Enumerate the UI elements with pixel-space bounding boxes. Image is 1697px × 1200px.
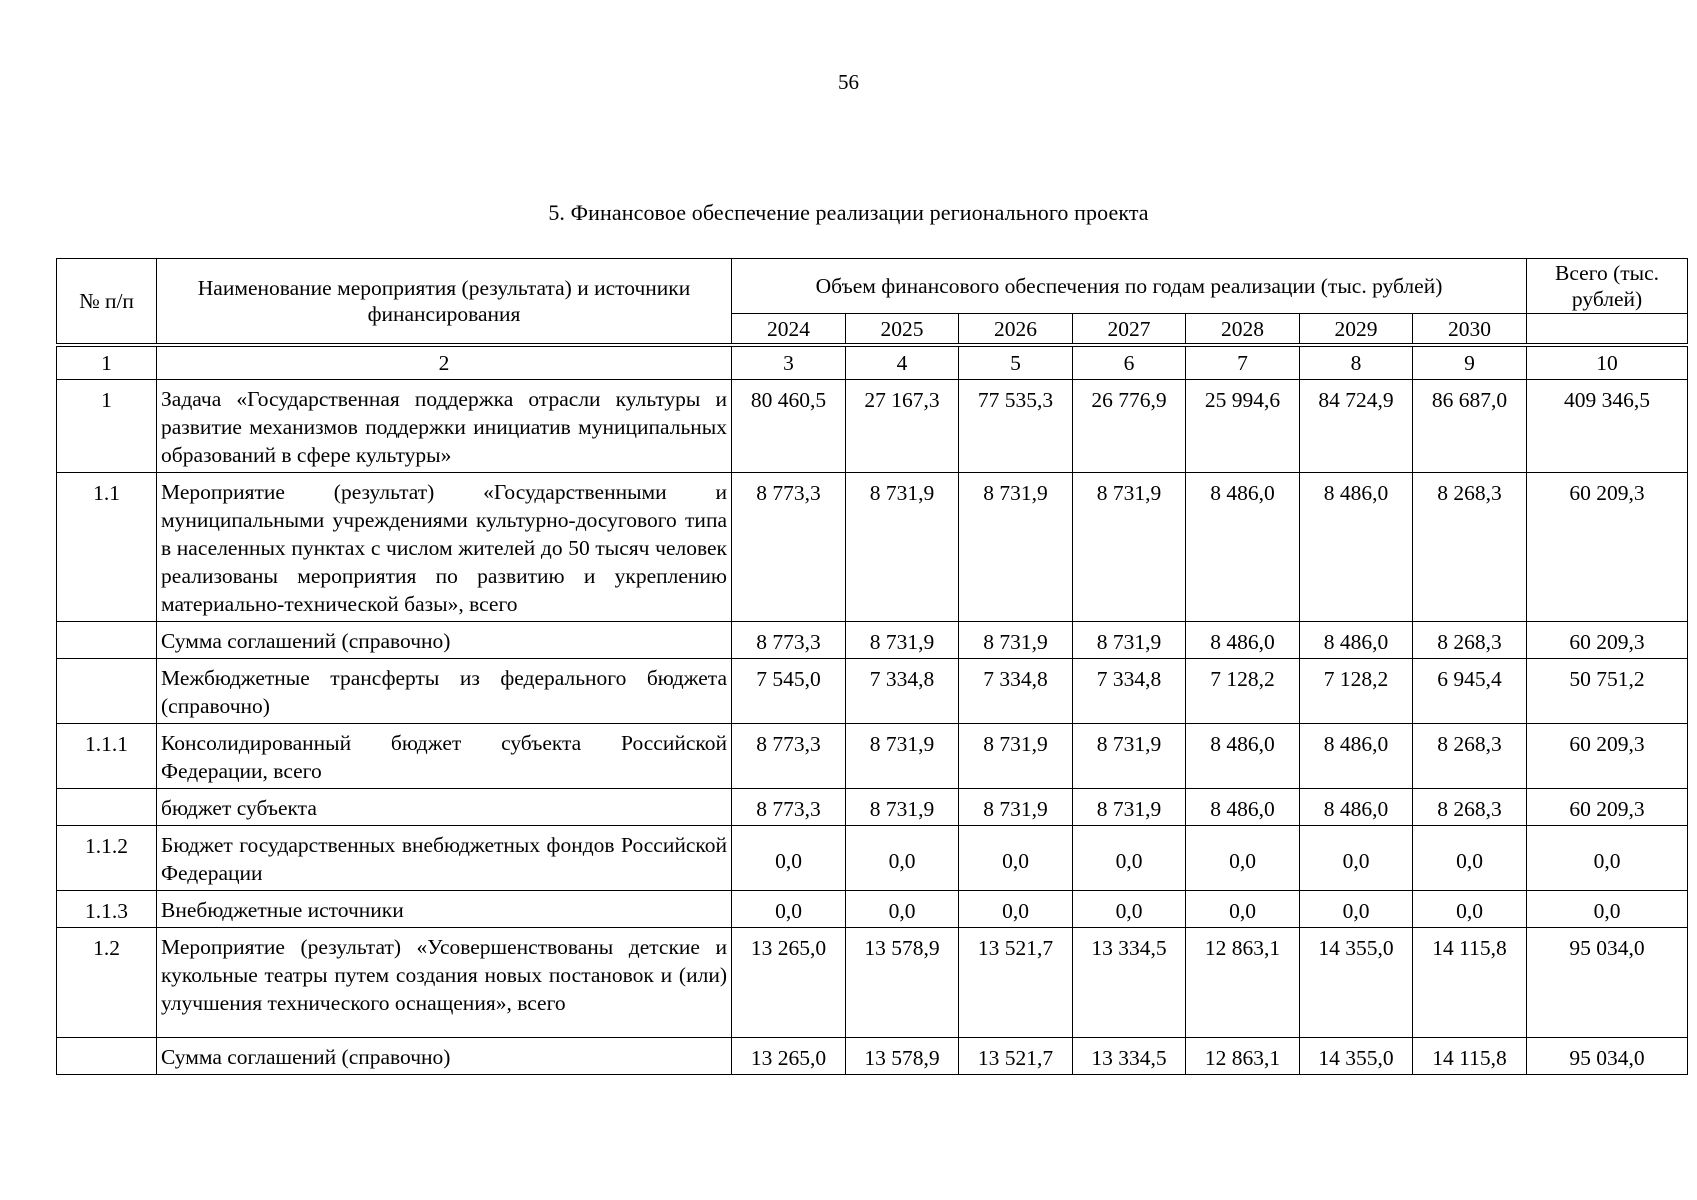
row-year-value: 8 486,0 [1300,622,1413,659]
row-year-value: 26 776,9 [1073,380,1186,473]
table-row [57,1038,1688,1075]
row-year-value: 7 128,2 [1186,659,1300,724]
row-year-value: 0,0 [959,826,1073,891]
section-title: 5. Финансовое обеспечение реализации регионального проекта [548,200,1149,225]
header-year: 2024 [732,314,846,344]
column-number: 10 [1527,347,1688,380]
row-year-value: 8 731,9 [959,622,1073,659]
row-year-value: 13 334,5 [1073,1038,1186,1075]
row-year-value: 14 355,0 [1300,928,1413,1038]
row-year-value: 13 578,9 [846,928,959,1038]
row-year-value: 8 486,0 [1186,473,1300,622]
row-year-value: 0,0 [1186,891,1300,928]
column-number: 6 [1073,347,1186,380]
table-row [57,789,1688,826]
row-number: 1.1.2 [57,826,157,891]
row-year-value: 25 994,6 [1186,380,1300,473]
row-year-value: 0,0 [732,891,846,928]
row-year-value: 0,0 [1413,826,1527,891]
column-number: 9 [1413,347,1527,380]
row-year-value: 8 486,0 [1186,789,1300,826]
row-total-value: 95 034,0 [1527,1038,1688,1075]
row-year-value: 27 167,3 [846,380,959,473]
row-number [57,622,157,659]
row-year-value: 8 731,9 [959,724,1073,789]
table-row [57,826,1688,891]
table-row [57,659,1688,724]
row-number [57,789,157,826]
row-name: Консолидированный бюджет субъекта Российской Федерации, всего [157,724,732,789]
row-total-value: 60 209,3 [1527,622,1688,659]
table-row [57,724,1688,789]
table-row [57,622,1688,659]
row-year-value: 7 334,8 [846,659,959,724]
financing-table [56,346,1688,1075]
row-number: 1.2 [57,928,157,1038]
row-name: Сумма соглашений (справочно) [157,622,732,659]
header-col-volume: Объем финансового обеспечения по годам реализации (тыс. рублей) [732,259,1527,314]
row-year-value: 86 687,0 [1413,380,1527,473]
row-name: Задача «Государственная поддержка отрасли культуры и развитие механизмов поддержки инициатив муниципальных образований в сфере культуры» [157,380,732,473]
row-year-value: 84 724,9 [1300,380,1413,473]
row-name: Межбюджетные трансферты из федерального бюджета (справочно) [157,659,732,724]
row-year-value: 8 268,3 [1413,473,1527,622]
row-number: 1.1.3 [57,891,157,928]
header-col-number: № п/п [57,259,157,344]
row-number [57,659,157,724]
row-year-value: 0,0 [732,826,846,891]
table-row [57,473,1688,622]
table-row [57,891,1688,928]
header-year: 2026 [959,314,1073,344]
row-year-value: 8 773,3 [732,622,846,659]
row-number: 1 [57,380,157,473]
row-year-value: 8 773,3 [732,724,846,789]
column-number: 8 [1300,347,1413,380]
column-number: 2 [157,347,732,380]
header-year: 2028 [1186,314,1300,344]
row-year-value: 8 731,9 [1073,724,1186,789]
row-year-value: 8 731,9 [959,789,1073,826]
row-year-value: 0,0 [846,891,959,928]
row-year-value: 80 460,5 [732,380,846,473]
header-col-total: Всего (тыс. рублей) [1527,259,1688,314]
row-year-value: 0,0 [1413,891,1527,928]
row-year-value: 8 486,0 [1300,724,1413,789]
row-year-value: 14 115,8 [1413,928,1527,1038]
row-year-value: 0,0 [1300,826,1413,891]
row-year-value: 0,0 [1073,826,1186,891]
row-total-value: 60 209,3 [1527,789,1688,826]
row-year-value: 8 731,9 [959,473,1073,622]
row-year-value: 13 265,0 [732,928,846,1038]
header-col-name: Наименование мероприятия (результата) и источники финансирования [157,259,732,344]
row-year-value: 13 521,7 [959,1038,1073,1075]
table-row [57,928,1688,1038]
row-year-value: 12 863,1 [1186,928,1300,1038]
header-year: 2030 [1413,314,1527,344]
row-name: Мероприятие (результат) «Государственными и муниципальными учреждениями культурно-досугового типа в населенных пунктах с числом жителей до 50 тысяч человек реализованы мероприятия по развитию и укреплению материально-технической базы», всего [157,473,732,622]
row-year-value: 0,0 [1186,826,1300,891]
row-year-value: 8 268,3 [1413,724,1527,789]
row-year-value: 13 334,5 [1073,928,1186,1038]
row-year-value: 8 731,9 [846,789,959,826]
row-year-value: 8 268,3 [1413,622,1527,659]
row-total-value: 409 346,5 [1527,380,1688,473]
row-year-value: 0,0 [959,891,1073,928]
row-year-value: 8 486,0 [1186,622,1300,659]
row-year-value: 14 355,0 [1300,1038,1413,1075]
row-number [57,1038,157,1075]
row-year-value: 77 535,3 [959,380,1073,473]
row-year-value: 8 486,0 [1186,724,1300,789]
row-name: Мероприятие (результат) «Усовершенствованы детские и кукольные театры путем создания новых постановок и (или) улучшения технического оснащения», всего [157,928,732,1038]
row-name: Бюджет государственных внебюджетных фондов Российской Федерации [157,826,732,891]
row-year-value: 8 731,9 [846,724,959,789]
row-year-value: 8 731,9 [1073,789,1186,826]
row-year-value: 7 128,2 [1300,659,1413,724]
row-total-value: 95 034,0 [1527,928,1688,1038]
row-year-value: 13 578,9 [846,1038,959,1075]
row-year-value: 6 945,4 [1413,659,1527,724]
header-year: 2027 [1073,314,1186,344]
row-number: 1.1.1 [57,724,157,789]
row-year-value: 0,0 [1073,891,1186,928]
row-total-value: 50 751,2 [1527,659,1688,724]
row-year-value: 8 773,3 [732,789,846,826]
table-body [57,347,1688,1075]
row-year-value: 8 268,3 [1413,789,1527,826]
row-name: Внебюджетные источники [157,891,732,928]
row-year-value: 13 521,7 [959,928,1073,1038]
row-year-value: 8 731,9 [846,622,959,659]
table-row [57,380,1688,473]
row-year-value: 13 265,0 [732,1038,846,1075]
column-number: 1 [57,347,157,380]
row-year-value: 7 334,8 [959,659,1073,724]
column-number: 5 [959,347,1073,380]
row-year-value: 8 773,3 [732,473,846,622]
row-total-value: 60 209,3 [1527,473,1688,622]
row-year-value: 7 334,8 [1073,659,1186,724]
row-year-value: 8 486,0 [1300,473,1413,622]
column-number: 4 [846,347,959,380]
row-total-value: 0,0 [1527,826,1688,891]
header-year: 2025 [846,314,959,344]
row-year-value: 14 115,8 [1413,1038,1527,1075]
row-number: 1.1 [57,473,157,622]
row-year-value: 8 731,9 [846,473,959,622]
column-number: 3 [732,347,846,380]
row-total-value: 60 209,3 [1527,724,1688,789]
row-year-value: 8 486,0 [1300,789,1413,826]
row-name: бюджет субъекта [157,789,732,826]
row-year-value: 8 731,9 [1073,622,1186,659]
header-year: 2029 [1300,314,1413,344]
column-number: 7 [1186,347,1300,380]
row-year-value: 0,0 [1300,891,1413,928]
page-number: 56 [838,70,859,94]
row-year-value: 12 863,1 [1186,1038,1300,1075]
row-total-value: 0,0 [1527,891,1688,928]
row-name: Сумма соглашений (справочно) [157,1038,732,1075]
row-year-value: 0,0 [846,826,959,891]
header-year-empty [1527,314,1688,344]
row-year-value: 7 545,0 [732,659,846,724]
table-header [56,258,1688,344]
column-number-row [57,347,1688,380]
row-year-value: 8 731,9 [1073,473,1186,622]
